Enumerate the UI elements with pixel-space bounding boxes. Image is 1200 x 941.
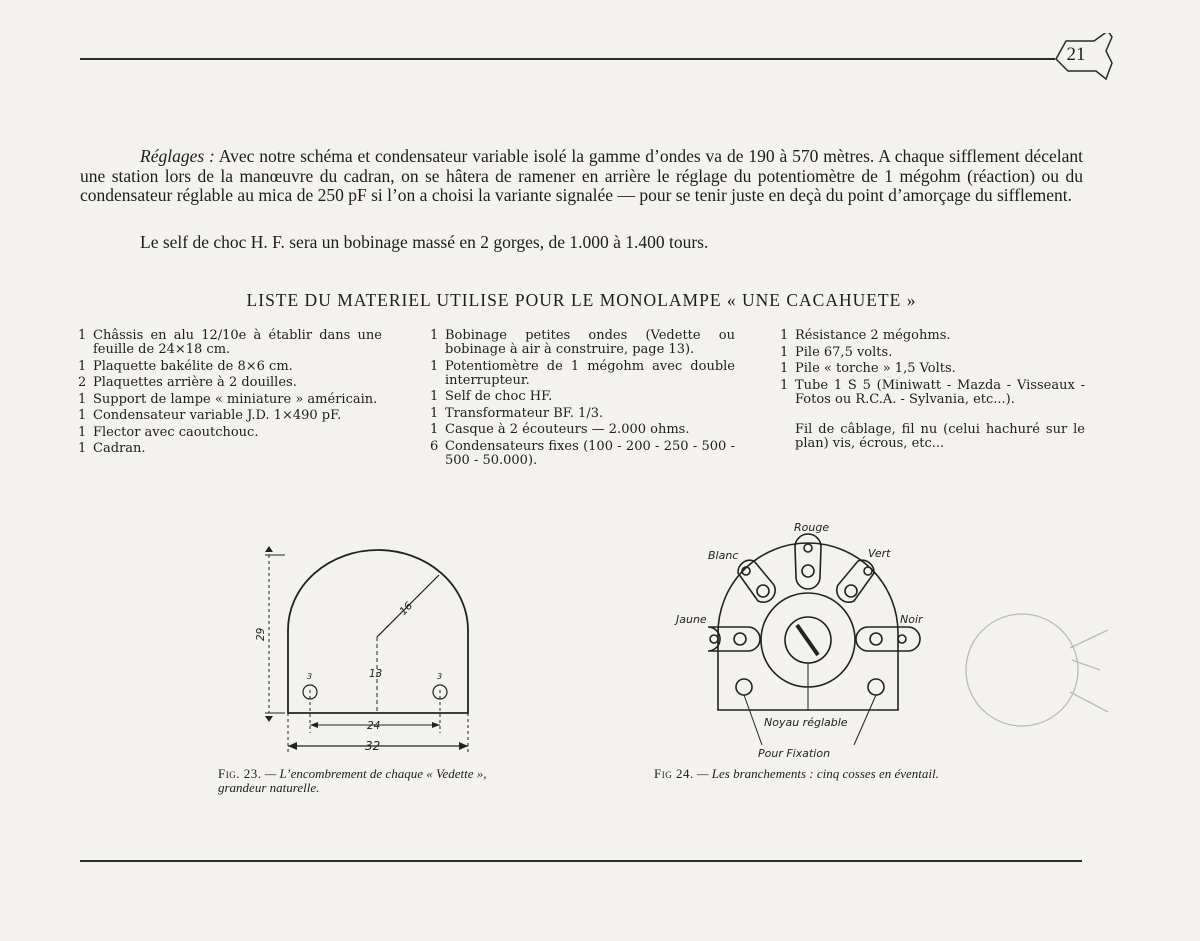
list-item: 1 Pile « torche » 1,5 Volts. [780,361,956,376]
label-noir: Noir [900,613,923,626]
list-column-1 [78,329,382,459]
label-rouge: Rouge [794,521,830,534]
list-item: 1 Tube 1 S 5 (Miniwatt - Mazda - Visseaux - Fotos ou R.C.A. - Sylvania, etc...). [780,377,1085,407]
list-item: 1 Support de lampe « miniature » américain. [78,391,378,407]
list-item: 1 Flector avec caoutchouc. [78,424,259,440]
list-item: 1 Potentiomètre de 1 mégohm avec double interrupteur. [430,358,735,388]
bottom-rule [80,860,1082,862]
dim-hole-right-label: 3 [437,672,443,681]
list-item: 1 Plaquette bakélite de 8×6 cm. [78,358,293,374]
intro-text: Avec notre schéma et condensateur variable isolé la gamme d’ondes va de 190 à 570 mètres. A chaque sifflement décelant une station lors de la manœuvre du cadran, on se hâtera de ramener en arrière le réglage du potentiomètre de 1 mégohm (réaction) ou du condensateur réglable au mica de 250 pF si l’on a choisi la variante signalée — pour se tenir juste en deçà du point d’amorçage du sifflement. [80,146,1083,206]
list-item: 1 Pile 67,5 volts. [780,344,893,360]
list-item: 1 Condensateur variable J.D. 1×490 pF. [78,408,342,423]
dim-inner-width-label: 24 [367,720,381,732]
dim-outer-width-label: 32 [365,739,381,753]
label-blanc: Blanc [708,549,739,562]
dim-hole-left-label: 3 [307,672,313,681]
list-item: Fil de câblage, fil nu (celui hachuré sur le plan) vis, écrous, etc... [795,421,1085,451]
figure-23-outline-drawing [255,545,480,760]
intro-paragraph [80,147,1083,206]
figure-23-caption: Fig. 23. — L’encombrement de chaque « Vedette », grandeur naturelle. [218,766,487,795]
top-rule [80,58,1055,60]
list-item: 6 Condensateurs fixes (100 - 200 - 250 - 500 - 500 - 50.000). [430,438,735,468]
list-item: 1 Cadran. [78,441,146,456]
list-column-2 [430,329,735,470]
dim-radius-label: 16 [397,599,416,618]
list-title: LISTE DU MATERIEL UTILISE POUR LE MONOLAMPE « UNE CACAHUETE » [246,290,917,310]
label-vert: Vert [868,547,891,560]
list-item: 1 Bobinage petites ondes (Vedette ou bobinage à air à construire, page 13). [430,328,735,357]
list-item: 1 Self de choc HF. [430,389,553,404]
page-number: 21 [1066,44,1086,65]
dim-center-label: 13 [369,668,383,680]
dim-height-label: 29 [255,627,267,641]
list-column-3 [780,329,1085,453]
figure-24-coil-connections [670,515,945,765]
list-item: 1 Casque à 2 écouteurs — 2.000 ohms. [430,422,690,437]
list-item: 1 Transformateur BF. 1/3. [430,405,604,421]
label-jaune: Jaune [676,613,707,626]
self-paragraph: Le self de choc H. F. sera un bobinage massé en 2 gorges, de 1.000 à 1.400 tours. [140,232,709,252]
list-item: 1 Résistance 2 mégohms. [780,328,951,343]
intro-label: Réglages : [140,146,215,166]
bleed-through-sketch [960,600,1120,740]
list-item: 1 Châssis en alu 12/10e à établir dans une feuille de 24×18 cm. [78,328,382,357]
label-noyau: Noyau réglable [764,716,848,729]
list-item: 2 Plaquettes arrière à 2 douilles. [78,375,297,390]
figure-24-caption: Fig 24. — Les branchements : cinq cosses en éventail. [654,766,939,781]
label-fixation: Pour Fixation [758,747,831,760]
